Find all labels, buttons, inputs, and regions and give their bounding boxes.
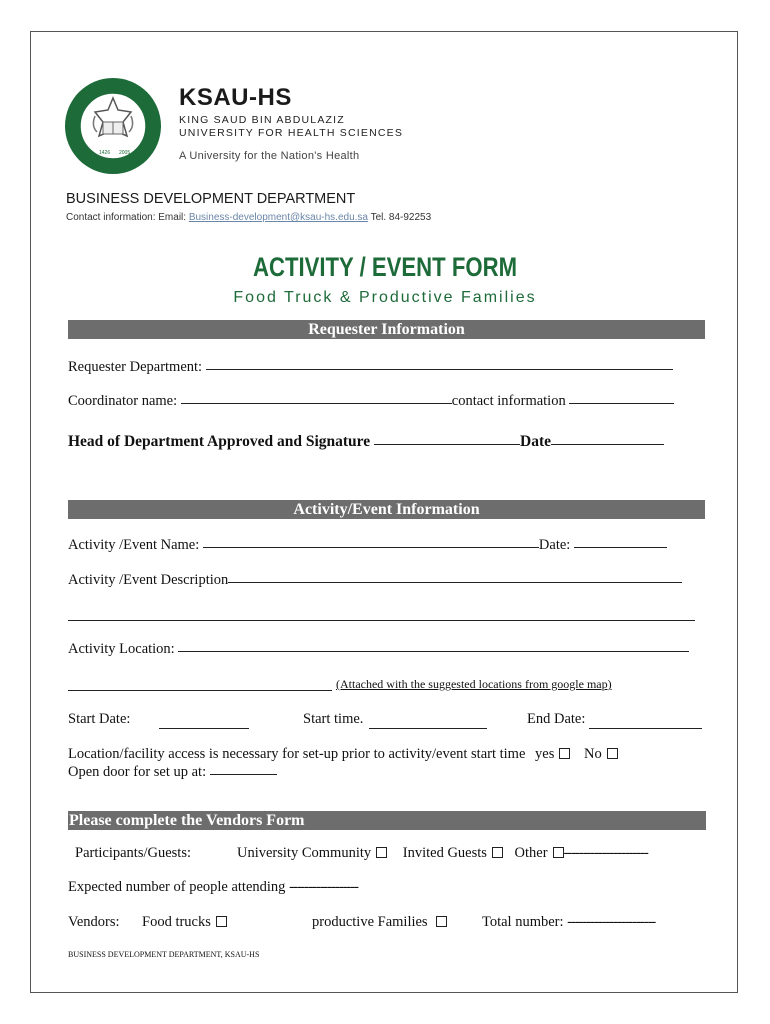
form-subtitle: Food Truck & Productive Families (233, 289, 537, 306)
head-date-label: Date (520, 433, 552, 450)
access-label: Location/facility access is necessary for set-up prior to activity/event start time (68, 746, 526, 762)
open-door-label: Open door for set up at: (68, 764, 207, 780)
head-approval-row (68, 433, 664, 451)
no-label: No (584, 746, 602, 762)
productive-families-label: productive Families (312, 914, 428, 930)
expected-row (68, 879, 358, 896)
event-name-field[interactable] (203, 546, 539, 548)
end-date-label: End Date: (527, 711, 586, 727)
university-community-checkbox[interactable] (376, 847, 387, 858)
yes-label: yes (535, 746, 555, 762)
contact-information-field[interactable] (569, 402, 674, 404)
start-date-field[interactable] (159, 728, 249, 729)
start-time-field[interactable] (369, 728, 487, 729)
yes-checkbox[interactable] (559, 748, 570, 759)
activity-section-header: Activity/Event Information (68, 500, 705, 519)
event-description-field[interactable] (228, 581, 682, 583)
event-date-label: Date: (538, 537, 571, 553)
total-number-label: Total number: (482, 914, 564, 930)
requester-department-label: Requester Department: (68, 359, 203, 375)
org-tagline: A University for the Nation's Health (179, 150, 360, 162)
invited-guests-label: Invited Guests (402, 845, 487, 861)
productive-families-checkbox[interactable] (436, 916, 447, 927)
department-name: BUSINESS DEVELOPMENT DEPARTMENT (66, 191, 356, 207)
participants-label: Participants/Guests: (75, 845, 191, 861)
contact-info (66, 212, 431, 223)
form-page (30, 31, 738, 993)
footer-text: BUSINESS DEVELOPMENT DEPARTMENT, KSAU-HS (68, 950, 260, 959)
head-signature-field[interactable] (374, 443, 520, 445)
org-name-line2: UNIVERSITY FOR HEALTH SCIENCES (179, 127, 404, 139)
other-checkbox[interactable] (553, 847, 564, 858)
total-number-row (482, 914, 655, 931)
svg-text:1426: 1426 (99, 150, 111, 156)
food-trucks-label: Food trucks (142, 914, 211, 930)
activity-location-row (68, 641, 689, 658)
attached-note: (Attached with the suggested locations from google map) (336, 677, 612, 691)
food-trucks-row (142, 914, 227, 931)
vendors-section-header: Please complete the Vendors Form (68, 811, 706, 830)
university-seal-icon (63, 76, 163, 176)
expected-dashes[interactable]: ------------------ (289, 879, 358, 895)
requester-department-field[interactable] (206, 368, 673, 370)
event-name-row (68, 537, 667, 554)
expected-label: Expected number of people attending (68, 879, 286, 895)
form-title: ACTIVITY / EVENT FORM (252, 252, 518, 282)
other-dashes: ---------------------- (563, 845, 648, 861)
food-trucks-checkbox[interactable] (216, 916, 227, 927)
location-map-field[interactable] (68, 690, 332, 691)
event-description-label: Activity /Event Description (68, 572, 229, 588)
requester-department-row (68, 359, 673, 376)
head-approval-label: Head of Department Approved and Signature (68, 433, 371, 450)
svg-text:2005: 2005 (119, 150, 131, 156)
org-short-name: KSAU-HS (179, 84, 292, 111)
start-time-label: Start time. (303, 711, 364, 727)
start-date-label: Start Date: (68, 711, 131, 727)
event-description-row (68, 572, 682, 589)
access-row (68, 746, 618, 763)
coordinator-label: Coordinator name: (68, 393, 178, 409)
invited-guests-checkbox[interactable] (492, 847, 503, 858)
university-community-label: University Community (237, 845, 372, 861)
contact-email-link[interactable]: Business-development@ksau-hs.edu.sa (188, 212, 368, 223)
coordinator-field[interactable] (181, 402, 452, 404)
head-date-field[interactable] (551, 443, 664, 445)
coordinator-row (68, 393, 674, 410)
open-door-row (68, 764, 277, 781)
total-number-dashes[interactable]: ----------------------- (567, 914, 656, 930)
activity-location-label: Activity Location: (68, 641, 175, 657)
contact-tel: Tel. 84-92253 (367, 212, 432, 223)
end-date-field[interactable] (589, 728, 702, 729)
event-description-line2[interactable] (68, 620, 695, 621)
requester-section-header: Requester Information (68, 320, 705, 339)
event-date-field[interactable] (574, 546, 667, 548)
no-checkbox[interactable] (607, 748, 618, 759)
other-label: Other (514, 845, 548, 861)
event-name-label: Activity /Event Name: (68, 537, 200, 553)
contact-prefix: Contact information: Email: (66, 212, 189, 223)
contact-information-label: contact information (451, 393, 566, 409)
open-door-field[interactable] (210, 773, 277, 775)
org-name-line1: KING SAUD BIN ABDULAZIZ (179, 114, 345, 126)
vendors-label: Vendors: (68, 914, 120, 930)
participants-options (237, 845, 648, 862)
activity-location-field[interactable] (178, 650, 689, 652)
productive-families-row (312, 914, 447, 931)
